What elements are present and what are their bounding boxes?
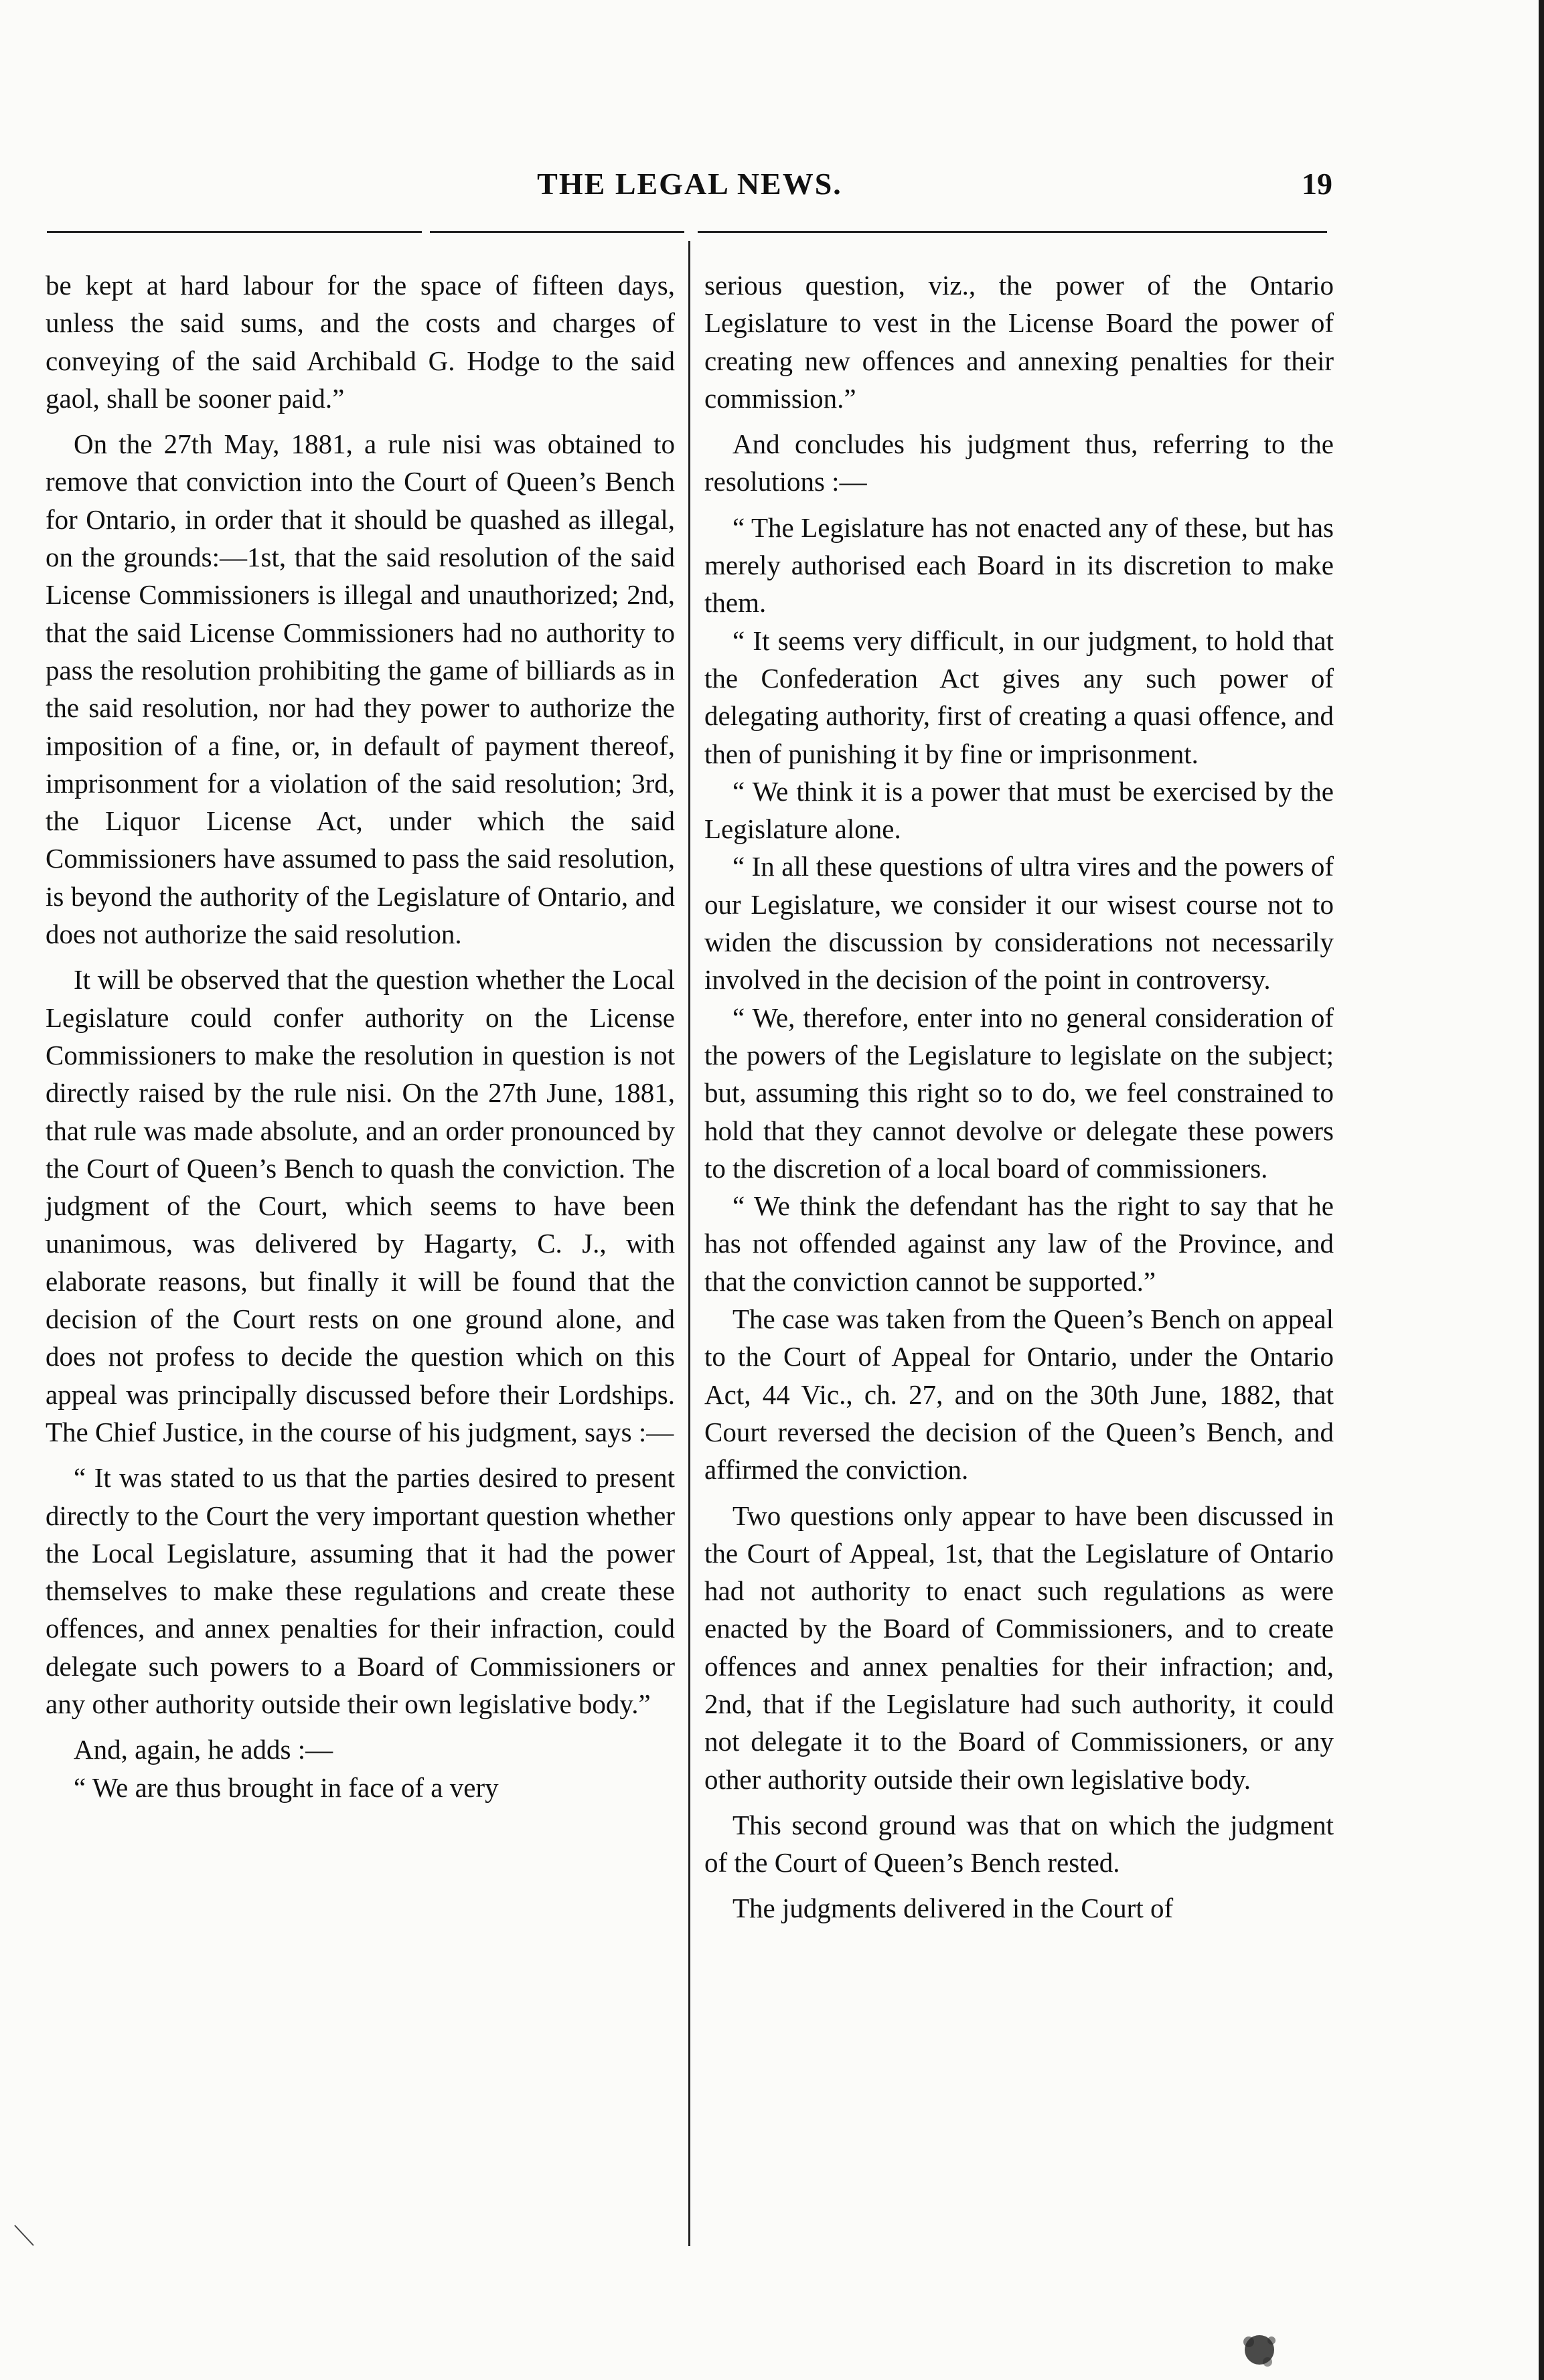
header-rule-right — [698, 231, 1327, 233]
page-header — [47, 166, 1332, 213]
paragraph: And, again, he adds :— — [74, 1734, 333, 1765]
scan-edge — [1539, 0, 1544, 2380]
journal-title: THE LEGAL NEWS. — [537, 167, 842, 201]
paragraph: be kept at hard labour for the space of fifteen days, unless the said sums, and the costs and charges of conveying of the said Archibald G. Hodge to the said gaol, shall be sooner paid.” — [46, 270, 675, 414]
header-rule-left — [47, 231, 422, 233]
ink-smudge — [1235, 2323, 1284, 2370]
column-divider — [688, 241, 690, 2246]
page-number: 19 — [1302, 167, 1332, 201]
paragraph: Two questions only appear to have been discussed in the Court of Appeal, 1st, that the Legislature of Ontario had not authority to enact such regulations as were enacted by the Board of Commissioners, and to create offences and annex penalties for their infraction; and, 2nd, that if the Legislature had such authority, it could not delegate it to the Board of Commissioners, or any other authority outside their own legislative body. — [704, 1500, 1334, 1795]
header-rule-middle — [430, 231, 684, 233]
quoted-paragraph: “ We think the defendant has the right to say that he has not offended against any law of the Province, and that the conviction cannot be supported.” — [704, 1190, 1334, 1297]
quoted-paragraph: serious question, viz., the power of the Ontario Legislature to vest in the License Board the power of creating new offences and annexing penalties for their commission.” — [704, 270, 1334, 414]
quoted-paragraph: “ The Legislature has not enacted any of these, but has merely authorised each Board in its discretion to make them. — [704, 511, 1334, 619]
paragraph: On the 27th May, 1881, a rule nisi was obtained to remove that conviction into the Court of Queen’s Bench for Ontario, in order that it should be quashed as illegal, on the grounds:—1st, that the said resolution of the said License Commissioners is illegal and unauthorized; 2nd, that the said License Commissioners had no authority to pass the resolution prohibiting the game of billiards as in the said resolution, nor had they power to authorize the imposition of a fine, or, in default of payment thereof, imprisonment for a violation of the said resolution; 3rd, the Liquor License Act, under which the said Commissioners have assumed to pass the said resolution, is beyond the authority of the Legislature of Ontario, and does not authorize the said resolution. — [46, 428, 675, 950]
right-column — [704, 266, 1334, 1927]
paragraph: And concludes his judgment thus, referring to the resolutions :— — [704, 428, 1334, 497]
quoted-paragraph: “ We are thus brought in face of a very — [74, 1771, 499, 1803]
quoted-paragraph: “ It seems very difficult, in our judgment, to hold that the Confederation Act gives any such power of delegating authority, first of creating a quasi offence, and then of punishing it by fine or imprisonment. — [704, 625, 1334, 769]
paragraph: It will be observed that the question whether the Local Legislature could confer authority on the License Commissioners to make the resolution in question is not directly raised by the rule nisi. On the 27th June, 1881, that rule was made absolute, and an order pronounced by the Court of Queen’s Bench to quash the conviction. The judgment of the Court, which seems to have been unanimous, was delivered by Hagarty, C. J., with elaborate reasons, but finally it will be found that the decision of the Court rests on one ground alone, and does not profess to decide the question which on this appeal was principally discussed before their Lordships. The Chief Justice, in the course of his judgment, says :— — [46, 964, 675, 1447]
paragraph: The judgments delivered in the Court of — [732, 1893, 1174, 1924]
quoted-paragraph: “ In all these questions of ultra vires and the powers of our Legislature, we consider it our wisest course not to widen the discussion by considerations not necessarily involved in the decision of the point in controversy. — [704, 851, 1334, 996]
quoted-paragraph: “ We think it is a power that must be exercised by the Legislature alone. — [704, 775, 1334, 845]
paragraph: The case was taken from the Queen’s Bench on appeal to the Court of Appeal for Ontario, under the Ontario Act, 44 Vic., ch. 27, and on the 30th June, 1882, that Court reversed the decision of the Queen’s Bench, and affirmed the conviction. — [704, 1303, 1334, 1486]
paragraph: This second ground was that on which the judgment of the Court of Queen’s Bench rested. — [704, 1809, 1334, 1879]
stray-mark — [13, 2223, 40, 2249]
left-column — [46, 266, 675, 1806]
quoted-paragraph: “ We, therefore, enter into no general consideration of the powers of the Legislature to legislate on the subject; but, assuming this right so to do, we feel constrained to hold that they cannot devolve or delegate these powers to the discretion of a local board of commissioners. — [704, 1002, 1334, 1184]
quoted-paragraph: “ It was stated to us that the parties desired to present directly to the Court the very important question whether the Local Legislature, assuming that it had the power themselves to make these regulations and create these offences, and annex penalties for their infraction, could delegate such powers to a Board of Commissioners or any other authority outside their own legislative body.” — [46, 1462, 675, 1719]
